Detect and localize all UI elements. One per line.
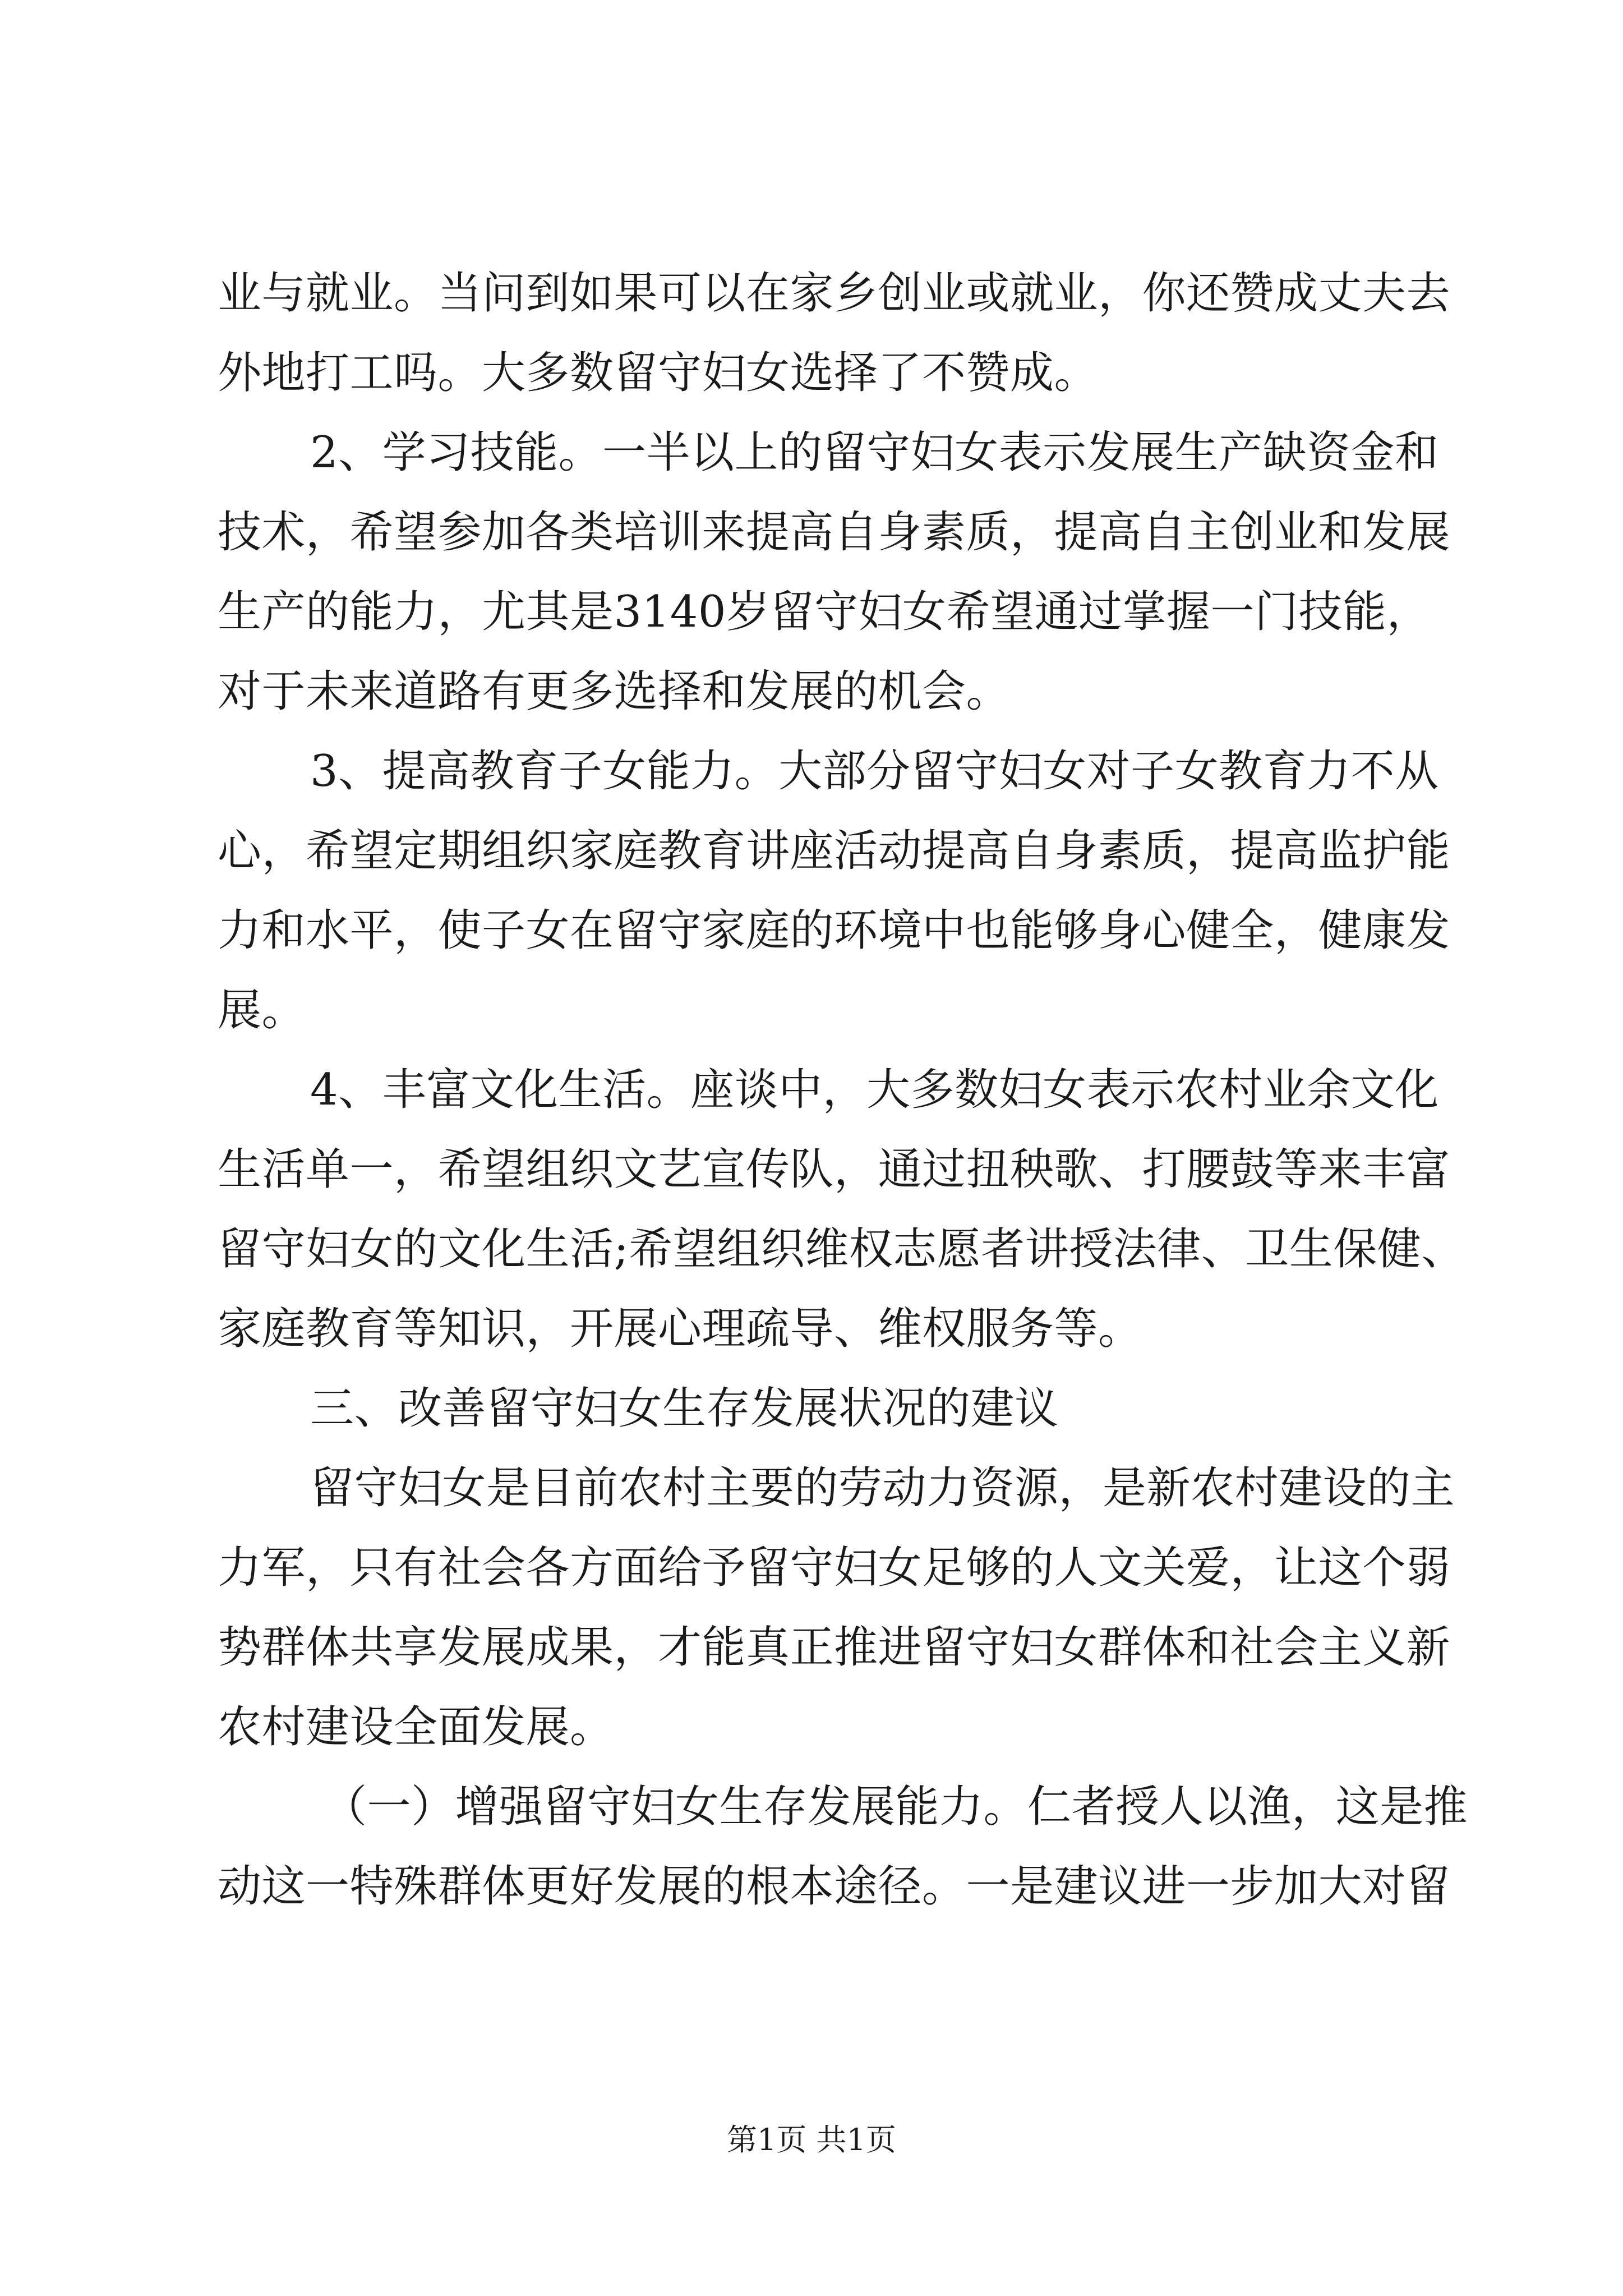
- text-line: 留守妇女的文化生活;希望组织维权志愿者讲授法律、卫生保健、: [218, 1224, 1465, 1274]
- text-line: 力军，只有社会各方面给予留守妇女足够的人文关爱，让这个弱: [218, 1543, 1451, 1593]
- text-line: 展。: [218, 985, 306, 1036]
- text-line: 生产的能力，尤其是3140岁留守妇女希望通过掌握一门技能，: [218, 587, 1431, 637]
- document-body: [218, 254, 1468, 1926]
- text-line: 动这一特殊群体更好发展的根本途径。一是建议进一步加大对留: [218, 1861, 1451, 1912]
- text-line: 力和水平，使子女在留守家庭的环境中也能够身心健全，健康发: [218, 905, 1451, 956]
- text-line: 外地打工吗。大多数留守妇女选择了不赞成。: [218, 348, 1099, 398]
- text-line: 4、丰富文化生活。座谈中，大多数妇女表示农村业余文化: [310, 1065, 1439, 1115]
- text-line: 势群体共享发展成果，才能真正推进留守妇女群体和社会主义新: [218, 1622, 1451, 1673]
- text-line: 留守妇女是目前农村主要的劳动力资源，是新农村建设的主: [310, 1463, 1455, 1513]
- page-footer: 第1页 共1页: [727, 2122, 896, 2157]
- text-line: 农村建设全面发展。: [218, 1702, 614, 1752]
- text-line: 家庭教育等知识，开展心理疏导、维权服务等。: [218, 1304, 1142, 1354]
- text-line: 2、学习技能。一半以上的留守妇女表示发展生产缺资金和: [310, 427, 1439, 478]
- text-line: 心，希望定期组织家庭教育讲座活动提高自身素质，提高监护能: [218, 826, 1451, 876]
- text-line: 对于未来道路有更多选择和发展的机会。: [218, 666, 1011, 717]
- text-line: 生活单一，希望组织文艺宣传队，通过扭秧歌、打腰鼓等来丰富: [218, 1144, 1451, 1195]
- text-line: 技术，希望参加各类培训来提高自身素质，提高自主创业和发展: [218, 507, 1451, 558]
- text-line: （一）增强留守妇女生存发展能力。仁者授人以渔，这是推: [323, 1782, 1468, 1832]
- text-line: 3、提高教育子女能力。大部分留守妇女对子女教育力不从: [310, 746, 1439, 797]
- section-heading: 三、改善留守妇女生存发展状况的建议: [310, 1383, 1059, 1434]
- text-line: 业与就业。当问到如果可以在家乡创业或就业，你还赞成丈夫去: [218, 268, 1451, 319]
